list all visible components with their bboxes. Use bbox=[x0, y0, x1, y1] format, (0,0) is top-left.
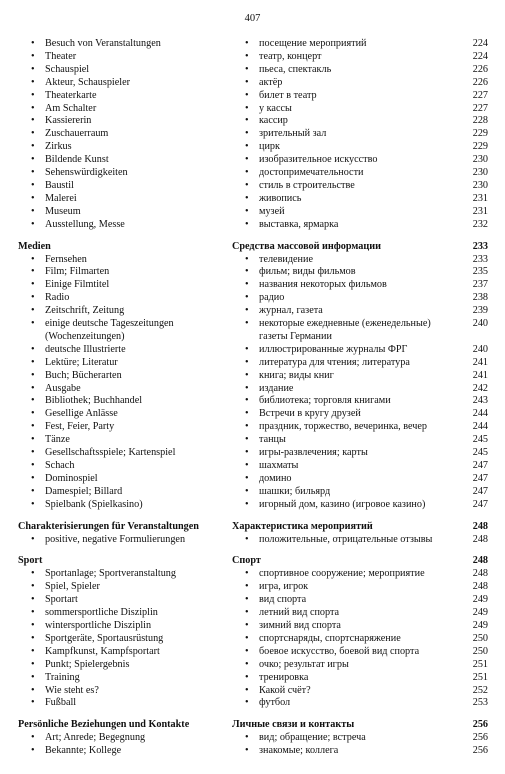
item-page: 249 bbox=[472, 607, 488, 619]
item-page: 240 bbox=[472, 343, 488, 355]
item-de: • Spielbank (Spielkasino) bbox=[18, 499, 232, 512]
item-ru: • спортснаряды, спортснаряжение bbox=[232, 633, 458, 646]
item-de: • einige deutsche Tageszeitungen bbox=[18, 318, 232, 331]
item-page: 239 bbox=[472, 305, 488, 317]
item-ru: • положительные, отрицательные отзывы bbox=[232, 534, 458, 547]
section-spacer bbox=[18, 710, 488, 719]
list-item bbox=[18, 672, 488, 685]
item-page: 247 bbox=[472, 460, 488, 471]
item-ru: • зрительный зал bbox=[232, 128, 458, 141]
section-title-de: Persönliche Beziehungen und Kontakte bbox=[18, 719, 190, 731]
section-title-de: Medien bbox=[18, 240, 51, 252]
item-de: • Ausgabe bbox=[18, 383, 232, 396]
item-de: • Theaterkarte bbox=[18, 90, 232, 103]
list-item bbox=[18, 395, 488, 408]
item-ru: • тренировка bbox=[232, 672, 458, 685]
section-heading bbox=[18, 521, 488, 534]
item-de: • Malerei bbox=[18, 193, 232, 206]
item-ru: • Встречи в кругу друзей bbox=[232, 408, 458, 421]
item-ru: • шашки; бильярд bbox=[232, 486, 458, 499]
item-page: 249 bbox=[472, 594, 488, 606]
list-item bbox=[18, 357, 488, 370]
list-item bbox=[18, 115, 488, 128]
item-de: • Tänze bbox=[18, 434, 232, 447]
item-ru: • радио bbox=[232, 292, 458, 305]
item-de: • Training bbox=[18, 672, 232, 685]
item-ru: • журнал, газета bbox=[232, 305, 458, 318]
item-de: • positive, negative Formulierungen bbox=[18, 534, 232, 547]
item-de: • Dominospiel bbox=[18, 473, 232, 486]
item-de: • Am Schalter bbox=[18, 103, 232, 116]
list-item bbox=[18, 38, 488, 51]
item-de: • Bekannte; Kollege bbox=[18, 745, 232, 758]
section-page: 233 bbox=[472, 240, 488, 252]
item-ru: • пьеса, спектакль bbox=[232, 64, 458, 77]
section-spacer bbox=[18, 512, 488, 521]
item-ru: • билет в театр bbox=[232, 90, 458, 103]
item-ru: • вид спорта bbox=[232, 594, 458, 607]
item-ru: • игра, игрок bbox=[232, 581, 458, 594]
list-item bbox=[18, 167, 488, 180]
item-de: • Zirkus bbox=[18, 141, 232, 154]
item-de: • Schauspiel bbox=[18, 64, 232, 77]
list-item bbox=[18, 646, 488, 659]
item-page: 233 bbox=[472, 253, 488, 265]
item-de: • Akteur, Schauspieler bbox=[18, 77, 232, 90]
item-page: 252 bbox=[472, 684, 488, 696]
item-page: 230 bbox=[472, 179, 488, 191]
item-ru: • фильм; виды фильмов bbox=[232, 266, 458, 279]
list-item bbox=[18, 499, 488, 512]
item-ru: • летний вид спорта bbox=[232, 607, 458, 620]
item-page: 248 bbox=[472, 568, 488, 580]
section-title-de: Sport bbox=[18, 555, 43, 567]
section-page: 248 bbox=[472, 555, 488, 567]
item-de: • Sportart bbox=[18, 594, 232, 607]
item-ru: • книга; виды книг bbox=[232, 370, 458, 383]
item-page: 248 bbox=[472, 581, 488, 593]
list-item bbox=[18, 292, 488, 305]
list-item bbox=[18, 659, 488, 672]
list-item bbox=[18, 408, 488, 421]
item-de: • Museum bbox=[18, 206, 232, 219]
list-item bbox=[18, 193, 488, 206]
item-de: • Kassiererin bbox=[18, 115, 232, 128]
item-page: 256 bbox=[472, 732, 488, 744]
list-item bbox=[18, 344, 488, 357]
item-ru: • изобразительное искусство bbox=[232, 154, 458, 167]
item-ru: • знакомые; коллега bbox=[232, 745, 458, 758]
item-page: 251 bbox=[472, 671, 488, 683]
item-de: • Besuch von Veranstaltungen bbox=[18, 38, 232, 51]
item-de: • Sportgeräte, Sportausrüstung bbox=[18, 633, 232, 646]
item-de: • Gesellschaftsspiele; Kartenspiel bbox=[18, 447, 232, 460]
item-page: 245 bbox=[472, 434, 488, 446]
item-de: • Einige Filmtitel bbox=[18, 279, 232, 292]
list-item bbox=[18, 279, 488, 292]
item-ru: • праздник, торжество, вечеринка, вечер bbox=[232, 421, 458, 434]
list-item bbox=[18, 620, 488, 633]
item-page: 248 bbox=[472, 533, 488, 545]
list-item bbox=[18, 568, 488, 581]
item-page: 256 bbox=[472, 745, 488, 757]
item-page: 224 bbox=[472, 38, 488, 49]
list-item bbox=[18, 77, 488, 90]
list-item bbox=[18, 732, 488, 745]
item-page: 250 bbox=[472, 645, 488, 657]
item-page: 243 bbox=[472, 395, 488, 407]
item-page: 250 bbox=[472, 632, 488, 644]
item-page: 241 bbox=[472, 369, 488, 381]
list-item bbox=[18, 534, 488, 547]
list-item bbox=[18, 685, 488, 698]
item-ru: • вид; обращение; встреча bbox=[232, 732, 458, 745]
item-page: 251 bbox=[472, 658, 488, 670]
list-item bbox=[18, 633, 488, 646]
item-ru: • стиль в строительстве bbox=[232, 180, 458, 193]
item-de: • Fest, Feier, Party bbox=[18, 421, 232, 434]
item-de: • Wie steht es? bbox=[18, 685, 232, 698]
item-ru: • выставка, ярмарка bbox=[232, 219, 458, 232]
item-de: • Punkt; Spielergebnis bbox=[18, 659, 232, 672]
section-title-de: Charakterisierungen für Veranstaltungen bbox=[18, 520, 199, 532]
section-page: 256 bbox=[472, 719, 488, 731]
item-ru: • домино bbox=[232, 473, 458, 486]
item-page: 253 bbox=[472, 697, 488, 709]
item-ru: • спортивное сооружение; мероприятие bbox=[232, 568, 458, 581]
item-ru: • телевидение bbox=[232, 254, 458, 267]
section-heading bbox=[18, 719, 488, 732]
list-item bbox=[18, 128, 488, 141]
item-de: • Kampfkunst, Kampfsportart bbox=[18, 646, 232, 659]
list-item bbox=[18, 607, 488, 620]
item-de: • Art; Anrede; Begegnung bbox=[18, 732, 232, 745]
section-title-ru: Средства массовой информации bbox=[232, 240, 381, 252]
list-item bbox=[18, 594, 488, 607]
item-page: 230 bbox=[472, 167, 488, 179]
item-page: 224 bbox=[472, 50, 488, 62]
item-page: 242 bbox=[472, 382, 488, 394]
item-de: • Sehenswürdigkeiten bbox=[18, 167, 232, 180]
item-ru: • очко; результат игры bbox=[232, 659, 458, 672]
item-ru: • издание bbox=[232, 383, 458, 396]
item-page: 232 bbox=[472, 218, 488, 230]
list-item bbox=[18, 64, 488, 77]
item-ru: • цирк bbox=[232, 141, 458, 154]
section-heading bbox=[18, 555, 488, 568]
item-page: 244 bbox=[472, 408, 488, 420]
item-de: • Gesellige Anlässe bbox=[18, 408, 232, 421]
item-ru: • актёр bbox=[232, 77, 458, 90]
table-of-contents bbox=[18, 38, 488, 758]
item-page: 245 bbox=[472, 447, 488, 459]
item-page: 241 bbox=[472, 356, 488, 368]
item-de: • wintersportliche Disziplin bbox=[18, 620, 232, 633]
item-ru: • кассир bbox=[232, 115, 458, 128]
item-page: 230 bbox=[472, 154, 488, 166]
item-de: • Radio bbox=[18, 292, 232, 305]
item-de: • Film; Filmarten bbox=[18, 266, 232, 279]
item-ru: • боевое искусство, боевой вид спорта bbox=[232, 646, 458, 659]
item-page: 231 bbox=[472, 192, 488, 204]
item-ru: • иллюстрированные журналы ФРГ bbox=[232, 344, 458, 357]
list-item bbox=[18, 305, 488, 318]
list-item bbox=[18, 206, 488, 219]
item-ru: • у кассы bbox=[232, 103, 458, 116]
item-ru-continued: газеты Германии bbox=[259, 330, 332, 342]
item-de: • Spiel, Spieler bbox=[18, 581, 232, 594]
list-item bbox=[18, 370, 488, 383]
item-ru: • Какой счёт? bbox=[232, 685, 458, 698]
item-page: 247 bbox=[472, 498, 488, 510]
list-item bbox=[18, 254, 488, 267]
item-page: 240 bbox=[472, 318, 488, 330]
item-de-continued: (Wochenzeitungen) bbox=[45, 330, 125, 342]
item-ru: • танцы bbox=[232, 434, 458, 447]
list-item bbox=[18, 473, 488, 486]
item-ru: • некоторые ежедневные (еженедельные) bbox=[232, 318, 458, 331]
list-item bbox=[18, 318, 488, 331]
list-item bbox=[18, 154, 488, 167]
item-page: 231 bbox=[472, 205, 488, 217]
item-ru: • зимний вид спорта bbox=[232, 620, 458, 633]
item-ru: • музей bbox=[232, 206, 458, 219]
item-ru: • шахматы bbox=[232, 460, 458, 473]
item-de: • Lektüre; Literatur bbox=[18, 357, 232, 370]
item-de: • Buch; Bücherarten bbox=[18, 370, 232, 383]
item-page: 227 bbox=[472, 89, 488, 101]
item-page: 226 bbox=[472, 76, 488, 88]
list-item bbox=[18, 141, 488, 154]
item-de: • Baustil bbox=[18, 180, 232, 193]
list-item bbox=[18, 103, 488, 116]
item-page: 235 bbox=[472, 266, 488, 278]
list-item bbox=[18, 460, 488, 473]
item-de: • Fernsehen bbox=[18, 254, 232, 267]
item-ru: • игры-развлечения; карты bbox=[232, 447, 458, 460]
item-de: • Fußball bbox=[18, 697, 232, 710]
item-ru: • футбол bbox=[232, 697, 458, 710]
list-item bbox=[18, 180, 488, 193]
item-ru: • литература для чтения; литература bbox=[232, 357, 458, 370]
item-page: 228 bbox=[472, 115, 488, 127]
list-item bbox=[18, 697, 488, 710]
section-title-ru: Личные связи и контакты bbox=[232, 719, 355, 731]
item-page: 226 bbox=[472, 63, 488, 75]
section-title-ru: Характеристика мероприятий bbox=[232, 520, 373, 532]
list-item bbox=[18, 434, 488, 447]
list-item bbox=[18, 421, 488, 434]
item-de: • Zeitschrift, Zeitung bbox=[18, 305, 232, 318]
item-de: • Theater bbox=[18, 51, 232, 64]
item-page: 227 bbox=[472, 102, 488, 114]
list-item bbox=[18, 51, 488, 64]
list-item bbox=[18, 90, 488, 103]
item-page: 244 bbox=[472, 421, 488, 433]
item-page: 229 bbox=[472, 141, 488, 153]
item-de: • Damespiel; Billard bbox=[18, 486, 232, 499]
item-ru: • игорный дом, казино (игровое казино) bbox=[232, 499, 458, 512]
item-ru: • посещение мероприятий bbox=[232, 38, 458, 51]
item-page: 249 bbox=[472, 619, 488, 631]
section-page: 248 bbox=[472, 520, 488, 532]
list-item bbox=[18, 266, 488, 279]
item-de: • sommersportliche Disziplin bbox=[18, 607, 232, 620]
list-item bbox=[18, 219, 488, 232]
list-item bbox=[18, 745, 488, 758]
item-de: • Schach bbox=[18, 460, 232, 473]
item-ru: • достопримечательности bbox=[232, 167, 458, 180]
item-page: 237 bbox=[472, 279, 488, 291]
list-item-continuation bbox=[18, 331, 488, 344]
list-item bbox=[18, 486, 488, 499]
item-de: • Ausstellung, Messe bbox=[18, 219, 232, 232]
item-de: • Zuschauerraum bbox=[18, 128, 232, 141]
item-page: 247 bbox=[472, 472, 488, 484]
item-page: 229 bbox=[472, 128, 488, 140]
list-item bbox=[18, 447, 488, 460]
item-ru: • библиотека; торговля книгами bbox=[232, 395, 458, 408]
item-de: • Bibliothek; Buchhandel bbox=[18, 395, 232, 408]
item-de: • deutsche Illustrierte bbox=[18, 344, 232, 357]
section-spacer bbox=[18, 232, 488, 241]
list-item bbox=[18, 383, 488, 396]
section-spacer bbox=[18, 546, 488, 555]
item-de: • Bildende Kunst bbox=[18, 154, 232, 167]
section-heading bbox=[18, 241, 488, 254]
list-item bbox=[18, 581, 488, 594]
item-ru: • названия некоторых фильмов bbox=[232, 279, 458, 292]
item-ru: • театр, концерт bbox=[232, 51, 458, 64]
section-title-ru: Спорт bbox=[232, 555, 261, 567]
item-ru: • живопись bbox=[232, 193, 458, 206]
page-number: 407 bbox=[244, 13, 261, 24]
item-page: 247 bbox=[472, 485, 488, 497]
item-page: 238 bbox=[472, 292, 488, 304]
item-de: • Sportanlage; Sportveranstaltung bbox=[18, 568, 232, 581]
